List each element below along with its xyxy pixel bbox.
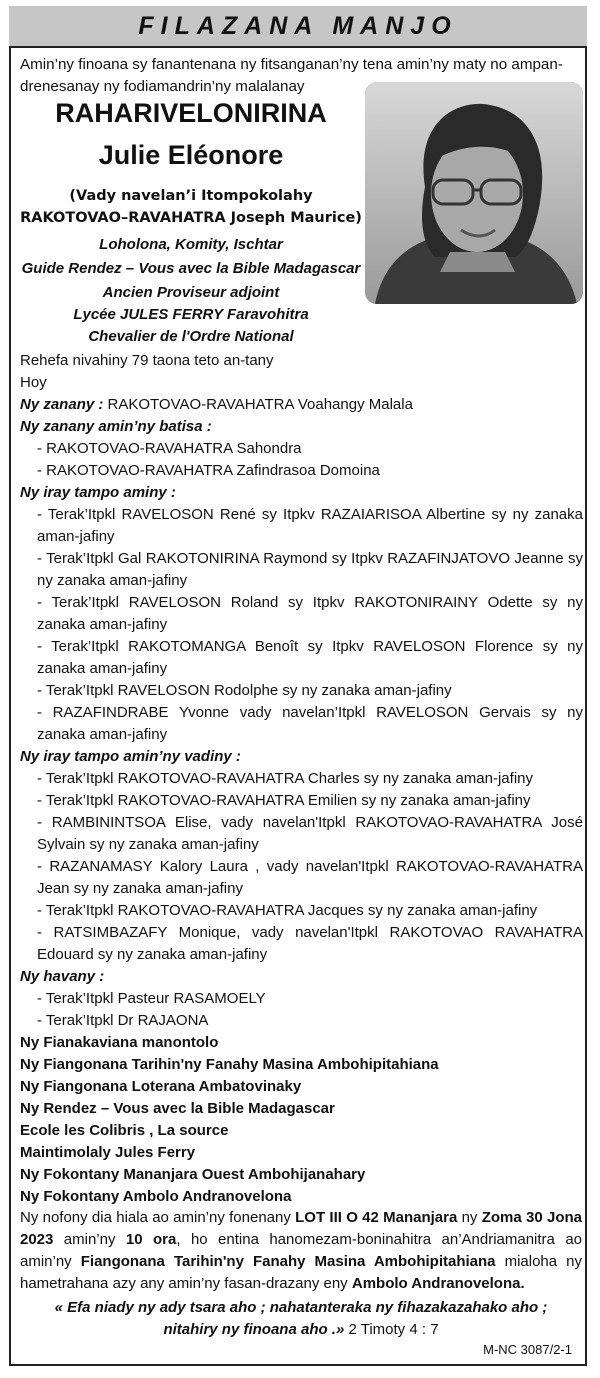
- closing-text: ny: [457, 1209, 482, 1226]
- title-line: Guide Rendez – Vous avec la Bible Madagascar: [21, 260, 361, 277]
- portrait-photo: [365, 82, 583, 304]
- organization-line: Ny Fokontany Mananjara Ouest Ambohijanahary: [20, 1166, 366, 1183]
- list-item: - Terak’Itpkl Pasteur RASAMOELY: [37, 990, 266, 1007]
- banner-title: FILAZANA MANJO: [138, 11, 458, 40]
- quote-line-1: « Efa niady ny ady tsara aho ; nahatanteraka ny fihazakazahako aho ;: [54, 1299, 548, 1316]
- address: LOT III O 42 Mananjara: [295, 1209, 458, 1226]
- ceremony-date: Zoma 30 Jona 2023: [20, 1209, 582, 1248]
- quote-line-2: nitahiry ny finoana aho .»: [163, 1321, 345, 1338]
- godchildren-label: Ny zanany amin’ny batisa :: [20, 418, 212, 435]
- organization-line: Ny Fianakaviana manontolo: [20, 1034, 219, 1051]
- list-item: - RAKOTOVAO-RAVAHATRA Sahondra: [37, 440, 302, 457]
- intro-line-2: drenesanay ny fodiamandrin’ny malalanay: [20, 78, 305, 95]
- title-line: Loholona, Komity, Ischtar: [99, 236, 283, 253]
- ceremony-details: [20, 1207, 582, 1295]
- notice-banner: [9, 6, 587, 48]
- organization-line: Ny Fiangonana Tarihin'ny Fanahy Masina Ambohipitahiana: [20, 1056, 439, 1073]
- title-line: Ancien Proviseur adjoint: [102, 284, 280, 301]
- list-item: - Terak’Itpkl RAVELOSON René sy Itpkv RAZAIARISOA Albertine sy ny zanaka aman-jafiny: [37, 506, 583, 545]
- portrait-image: [365, 82, 583, 304]
- organization-line: Ny Fokontany Ambolo Andranovelona: [20, 1188, 292, 1205]
- list-item: - Terak’Itpkl RAKOTOMANGA Benoît sy Itpkv RAVELOSON Florence sy ny zanaka aman-jafiny: [37, 638, 583, 677]
- list-item: - Terak’Itpkl RAVELOSON Rodolphe sy ny zanaka aman-jafiny: [37, 682, 452, 699]
- bible-quote: [20, 1297, 582, 1341]
- list-item: - Terak’Itpkl RAKOTOVAO-RAVAHATRA Emilien sy ny zanaka aman-jafiny: [37, 792, 531, 809]
- title-line: Lycée JULES FERRY Faravohitra: [73, 306, 309, 323]
- notice-body: [20, 350, 583, 1208]
- closing-text: amin’ny: [53, 1231, 126, 1248]
- organization-line: Ny Rendez – Vous avec la Bible Madagascar: [20, 1100, 335, 1117]
- reference-code: M-NC 3087/2-1: [483, 1342, 572, 1357]
- list-item: - RAMBININTSOA Elise, vady navelan'Itpkl RAKOTOVAO-RAVAHATRA José Sylvain sy ny zanaka aman-jafiny: [37, 814, 583, 853]
- spouse-line-1: (Vady navelan’i Itompokolahy: [69, 188, 313, 204]
- organization-line: Ecole les Colibris , La source: [20, 1122, 229, 1139]
- child-name: RAKOTOVAO-RAVAHATRA Voahangy Malala: [103, 396, 413, 413]
- children-line: [20, 394, 583, 416]
- intro-line-1: Amin’ny finoana sy fanantenana ny fitsanganan’ny tena amin’ny maty no ampan-: [20, 56, 563, 73]
- closing-text: mialoha ny hametrahana azy any amin’ny fasan-drazany eny: [20, 1253, 582, 1292]
- ceremony-time: 10 ora: [125, 1231, 177, 1248]
- quote-verse: 2 Timoty 4 : 7: [344, 1321, 439, 1338]
- closing-text: Ny nofony dia hiala ao amin’ny fonenany: [20, 1209, 296, 1226]
- children-label: Ny zanany :: [20, 396, 104, 413]
- list-item: - Terak’Itpkl Dr RAJAONA: [37, 1012, 209, 1029]
- siblings-label: Ny iray tampo aminy :: [20, 484, 176, 501]
- church-name: Fiangonana Tarihin'ny Fanahy Masina Ambohipitahiana: [80, 1253, 496, 1270]
- relatives-label: Ny havany :: [20, 968, 105, 985]
- list-item: - RAZANAMASY Kalory Laura , vady navelan'Itpkl RAKOTOVAO-RAVAHATRA Jean sy ny zanaka aman-jafiny: [37, 858, 583, 897]
- list-item: - RAZAFINDRABE Yvonne vady navelan’Itpkl RAVELOSON Gervais sy ny zanaka aman-jafiny: [37, 704, 583, 743]
- list-item: - Terak’Itpkl RAKOTOVAO-RAVAHATRA Jacques sy ny zanaka aman-jafiny: [37, 902, 538, 919]
- title-line: Chevalier de l'Ordre National: [88, 328, 294, 345]
- list-item: - Terak’Itpkl Gal RAKOTONIRINA Raymond sy Itpkv RAZAFINJATOVO Jeanne sy ny zanaka aman-jafiny: [37, 550, 583, 589]
- organization-line: Ny Fiangonana Loterana Ambatovinaky: [20, 1078, 302, 1095]
- list-item: - RAKOTOVAO-RAVAHATRA Zafindrasoa Domoina: [37, 462, 380, 479]
- deceased-surname: RAHARIVELONIRINA: [55, 98, 327, 128]
- list-item: - RATSIMBAZAFY Monique, vady navelan'Itpkl RAKOTOVAO RAVAHATRA Edouard sy ny zanaka aman-jafiny: [37, 924, 583, 963]
- deceased-given-name: Julie Eléonore: [98, 140, 284, 170]
- closing-text: , ho entina hanomezam-boninahitra an’Andriamanitra ao amin’ny: [20, 1231, 582, 1270]
- list-item: - Terak’Itpkl RAKOTOVAO-RAVAHATRA Charles sy ny zanaka aman-jafiny: [37, 770, 533, 787]
- age-text: Rehefa nivahiny 79 taona teto an-tany: [20, 352, 274, 369]
- organization-line: Maintimolaly Jules Ferry: [20, 1144, 196, 1161]
- list-item: - Terak’Itpkl RAVELOSON Roland sy Itpkv RAKOTONIRAINY Odette sy ny zanaka aman-jafiny: [37, 594, 583, 633]
- spouse-siblings-label: Ny iray tampo amin’ny vadiny :: [20, 748, 241, 765]
- spouse-line-2: RAKOTOVAO–RAVAHATRA Joseph Maurice): [20, 210, 362, 226]
- burial-place: Ambolo Andranovelona.: [351, 1275, 525, 1292]
- hoy-text: Hoy: [20, 374, 47, 391]
